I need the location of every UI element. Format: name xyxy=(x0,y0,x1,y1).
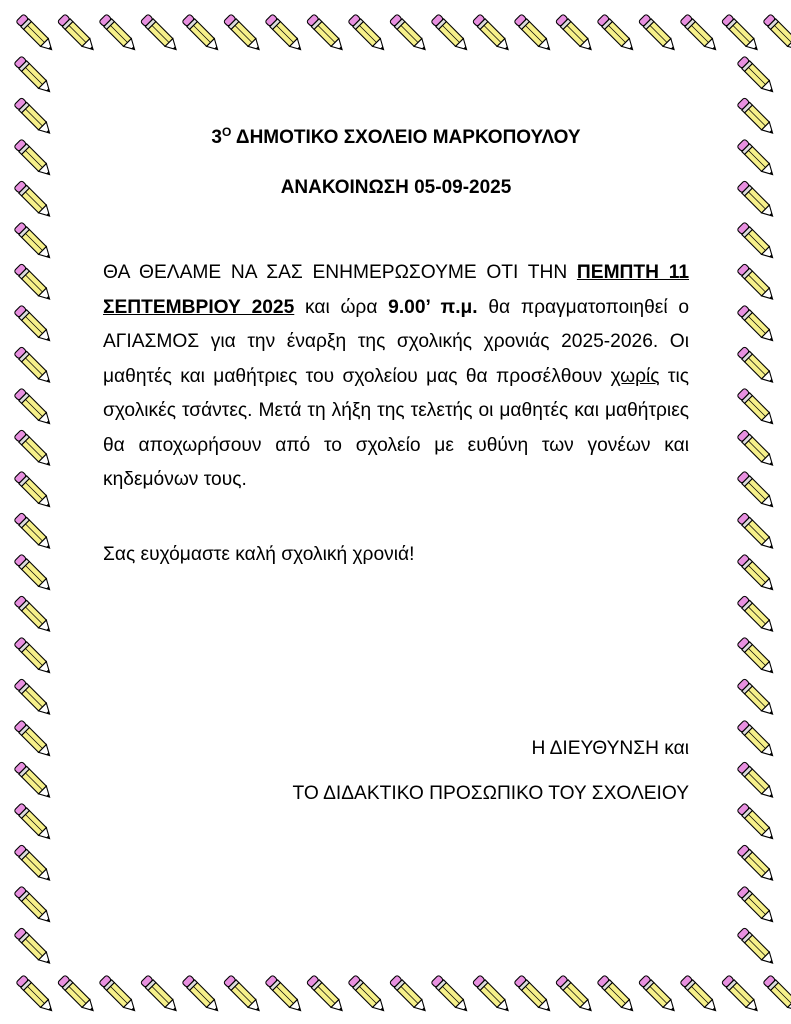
pencil-icon xyxy=(348,14,388,54)
pencil-icon xyxy=(514,14,554,54)
page-subtitle: ΑΝΑΚΟΙΝΩΣΗ 05-09-2025 xyxy=(280,177,512,198)
pencil-icon xyxy=(472,975,512,1015)
pencil-icon xyxy=(638,975,678,1015)
pencil-icon xyxy=(763,975,791,1015)
pencil-icon xyxy=(472,14,512,54)
announcement-body xyxy=(103,256,689,498)
body-time-intro: και ώρα xyxy=(294,296,389,318)
signature-line-2: ΤΟ ΔΙΔΑΚΤΙΚΟ ΠΡΟΣΩΠΙΚΟ ΤΟΥ ΣΧΟΛΕΙΟΥ xyxy=(292,783,689,804)
pencil-icon xyxy=(737,927,777,967)
pencil-icon xyxy=(389,975,429,1015)
pencil-icon xyxy=(14,56,54,96)
pencil-icon xyxy=(638,14,678,54)
pencil-icon xyxy=(57,975,97,1015)
pencil-icon xyxy=(14,844,54,884)
event-date: ΠΕΜΠΤΗ 11 ΣΕΠΤΕΜΒΡΙΟΥ 2025 xyxy=(103,262,690,318)
pencil-icon xyxy=(555,975,595,1015)
pencil-icon xyxy=(14,761,54,801)
pencil-icon xyxy=(182,975,222,1015)
pencil-icon xyxy=(14,595,54,635)
pencil-icon xyxy=(16,14,56,54)
pencil-icon xyxy=(14,927,54,967)
pencil-icon xyxy=(16,975,56,1015)
pencil-icon xyxy=(14,554,54,594)
pencil-icon xyxy=(737,305,777,345)
pencil-icon xyxy=(737,97,777,137)
pencil-icon xyxy=(597,975,637,1015)
pencil-icon xyxy=(140,975,180,1015)
pencil-icon xyxy=(99,975,139,1015)
page-title xyxy=(103,124,689,152)
pencil-icon xyxy=(14,346,54,386)
pencil-icon xyxy=(737,429,777,469)
body-end: τις σχολικές τσάντες. Μετά τη λήξη της τελετής οι μαθητές και μαθήτριες θα αποχωρήσουν από το σχολείο με ευθύνη των γονέων και κηδεμόνων τους. xyxy=(103,365,690,490)
pencil-icon xyxy=(721,14,761,54)
pencil-icon xyxy=(737,56,777,96)
pencil-icon xyxy=(14,471,54,511)
signature-line-1: Η ΔΙΕΥΘΥΝΣΗ και xyxy=(531,738,689,759)
pencil-icon xyxy=(737,595,777,635)
pencil-icon xyxy=(57,14,97,54)
pencil-icon xyxy=(14,637,54,677)
pencil-icon xyxy=(14,305,54,345)
title-superscript: Ο xyxy=(222,125,232,139)
pencil-icon xyxy=(223,14,263,54)
pencil-icon xyxy=(737,678,777,718)
pencil-icon xyxy=(680,14,720,54)
pencil-icon xyxy=(737,803,777,843)
pencil-icon xyxy=(737,761,777,801)
pencil-icon xyxy=(737,139,777,179)
title-school-name: ΔΗΜΟΤΙΚΟ ΣΧΟΛΕΙΟ ΜΑΡΚΟΠΟΥΛΟΥ xyxy=(231,127,581,148)
pencil-icon xyxy=(737,263,777,303)
pencil-icon xyxy=(99,14,139,54)
pencil-icon xyxy=(14,429,54,469)
pencil-icon xyxy=(737,471,777,511)
pencil-icon xyxy=(389,14,429,54)
pencil-icon xyxy=(265,14,305,54)
pencil-icon xyxy=(182,14,222,54)
pencil-icon xyxy=(14,139,54,179)
pencil-icon xyxy=(737,720,777,760)
pencil-icon xyxy=(514,975,554,1015)
event-time: 9.00’ π.μ. xyxy=(388,296,478,318)
pencil-icon xyxy=(597,14,637,54)
pencil-icon xyxy=(14,97,54,137)
pencil-icon xyxy=(14,388,54,428)
pencil-icon xyxy=(737,554,777,594)
pencil-icon xyxy=(431,14,471,54)
pencil-icon xyxy=(223,975,263,1015)
pencil-icon xyxy=(14,512,54,552)
pencil-icon xyxy=(14,886,54,926)
pencil-icon xyxy=(737,180,777,220)
pencil-icon xyxy=(737,222,777,262)
pencil-icon xyxy=(737,844,777,884)
body-intro: ΘΑ ΘΕΛΑΜΕ ΝΑ ΣΑΣ ΕΝΗΜΕΡΩΣΟΥΜΕ ΟΤΙ ΤΗΝ xyxy=(103,262,577,283)
pencil-icon xyxy=(14,720,54,760)
pencil-icon xyxy=(348,975,388,1015)
pencil-icon xyxy=(737,886,777,926)
pencil-icon xyxy=(140,14,180,54)
pencil-icon xyxy=(306,975,346,1015)
pencil-icon xyxy=(737,512,777,552)
body-main: θα πραγματοποιηθεί ο ΑΓΙΑΣΜΟΣ για την έναρξη της σχολικής χρονιάς 2025-2026. Οι μαθητές και μαθήτριες του σχολείου μας θα προσέλθουν xyxy=(103,296,689,387)
without-emphasis: χωρίς xyxy=(610,365,660,387)
pencil-icon xyxy=(14,263,54,303)
pencil-icon xyxy=(431,975,471,1015)
pencil-icon xyxy=(555,14,595,54)
pencil-icon xyxy=(14,180,54,220)
pencil-icon xyxy=(306,14,346,54)
pencil-icon xyxy=(763,14,791,54)
pencil-icon xyxy=(14,222,54,262)
pencil-icon xyxy=(737,346,777,386)
title-number: 3 xyxy=(211,127,222,148)
pencil-icon xyxy=(265,975,305,1015)
greeting: Σας ευχόμαστε καλή σχολική χρονιά! xyxy=(103,544,415,565)
pencil-icon xyxy=(721,975,761,1015)
pencil-icon xyxy=(737,637,777,677)
pencil-icon xyxy=(14,803,54,843)
pencil-icon xyxy=(14,678,54,718)
pencil-icon xyxy=(737,388,777,428)
pencil-icon xyxy=(680,975,720,1015)
